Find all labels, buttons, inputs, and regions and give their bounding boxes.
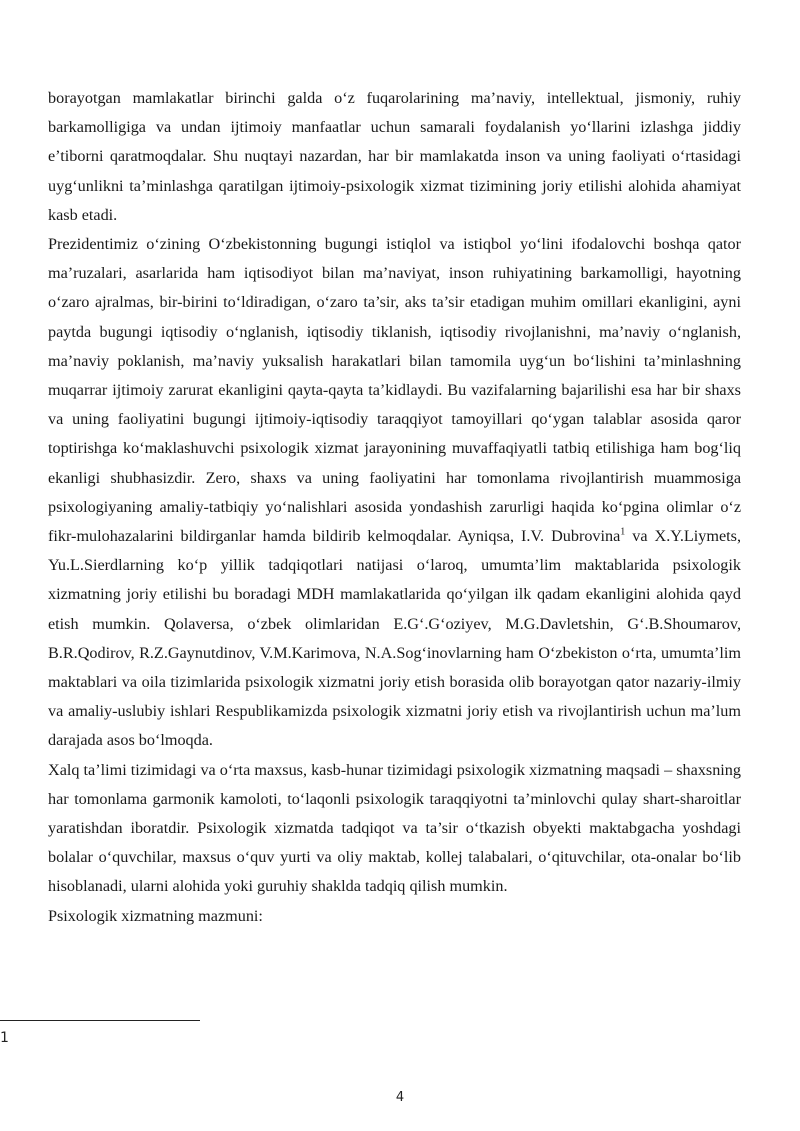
footnote-number: 1	[0, 1030, 9, 1046]
document-body	[48, 84, 741, 931]
paragraph-2-part-a: Prezidentimiz o‘zining O‘zbekistonning bugungi istiqlol va istiqbol yo‘lini ifodalovchi boshqa qator ma’ruzalari, asarlarida ham iqtisodiyot bilan ma’naviyat, inson ruhiyatining barkamolligi, hayotning o‘zaro ajralmas, bir-birini to‘ldiradigan, o‘zaro ta’sir, aks ta’sir etadigan muhim omillari ekanligini, ayni paytda bugungi iqtisodiy o‘nglanish, iqtisodiy tiklanish, iqtisodiy rivojlanishni, ma’naviy o‘nglanish, ma’naviy poklanish, ma’naviy yuksalish harakatlari bilan tamomila uyg‘un bo‘lishini ta’minlashning muqarrar ijtimoiy zarurat ekanligini qayta-qayta ta’kidlaydi. Bu vazifalarning bajarilishi esa har bir shaxs va uning faoliyatini bugungi ijtimoiy-iqtisodiy taraqqiyot tamoyillari qo‘ygan talablar asosida qaror toptirishga ko‘maklashuvchi psixologik xizmat jarayonining muvaffaqiyatli tatbiq etilishiga ham bog‘liq ekanligi shubhasizdir. Zero, shaxs va uning faoliyatini har tomonlama rivojlantirish muammosiga psixologiyaning amaliy-tatbiqiy yo‘nalishlari asosida yondashish zarurligi haqida ko‘pgina olimlar o‘z fikr-mulohazalarini bildirganlar hamda bildirib kelmoqdalar. Ayniqsa, I.V. Dubrovina	[48, 235, 741, 546]
paragraph-1: borayotgan mamlakatlar birinchi galda o‘z fuqarolarining ma’naviy, intellektual, jismoniy, ruhiy barkamolligiga va undan ijtimoiy manfaatlar uchun samarali foydalanish yo‘llarini izlashga jiddiy e’tiborni qaratmoqdalar. Shu nuqtayi nazardan, har bir mamlakatda inson va uning faoliyati o‘rtasidagi uyg‘unlikni ta’minlashga qaratilgan ijtimoiy-psixologik xizmat tizimining joriy etilishi alohida ahamiyat kasb etadi.	[48, 89, 741, 224]
footnote-reference[interactable]: 1	[620, 526, 626, 538]
paragraph-2	[48, 230, 741, 756]
page-number: 4	[395, 1090, 405, 1105]
paragraph-2-part-b: va X.Y.Liymets, Yu.L.Sierdlarning ko‘p yillik tadqiqotlari natijasi o‘laroq, umumta’lim maktablarida psixologik xizmatning joriy etilishi bu boradagi MDH mamlakatlarida qo‘yilgan ilk qadam ekanligini alohida qayd etish mumkin. Qolaversa, o‘zbek olimlaridan E.G‘.G‘oziyev, M.G.Davletshin, G‘.B.Shoumarov, B.R.Qodirov, R.Z.Gaynutdinov, V.M.Karimova, N.A.Sog‘inovlarning ham O‘zbekiston o‘rta, umumta’lim maktablari va oila tizimlarida psixologik xizmatni joriy etish borasida olib borayotgan qator nazariy-ilmiy va amaliy-uslubiy ishlari Respublikamizda psixologik xizmatni joriy etish va rivojlantirish uchun ma’lum darajada asos bo‘lmoqda.	[48, 527, 741, 750]
footnote-separator	[0, 1020, 200, 1021]
paragraph-3: Xalq ta’limi tizimidagi va o‘rta maxsus, kasb-hunar tizimidagi psixologik xizmatning maqsadi – shaxsning har tomonlama garmonik kamoloti, to‘laqonli psixologik taraqqiyotni ta’minlovchi qulay shart-sharoitlar yaratishdan iboratdir. Psixologik xizmatda tadqiqot va ta’sir o‘tkazish obyekti maktabgacha yoshdagi bolalar o‘quvchilar, maxsus o‘quv yurti va oliy maktab, kollej talabalari, o‘qituvchilar, ota-onalar bo‘lib hisoblanadi, ularni alohida yoki guruhiy shaklda tadqiq qilish mumkin.	[48, 760, 741, 896]
paragraph-4: Psixologik xizmatning mazmuni:	[48, 906, 263, 925]
